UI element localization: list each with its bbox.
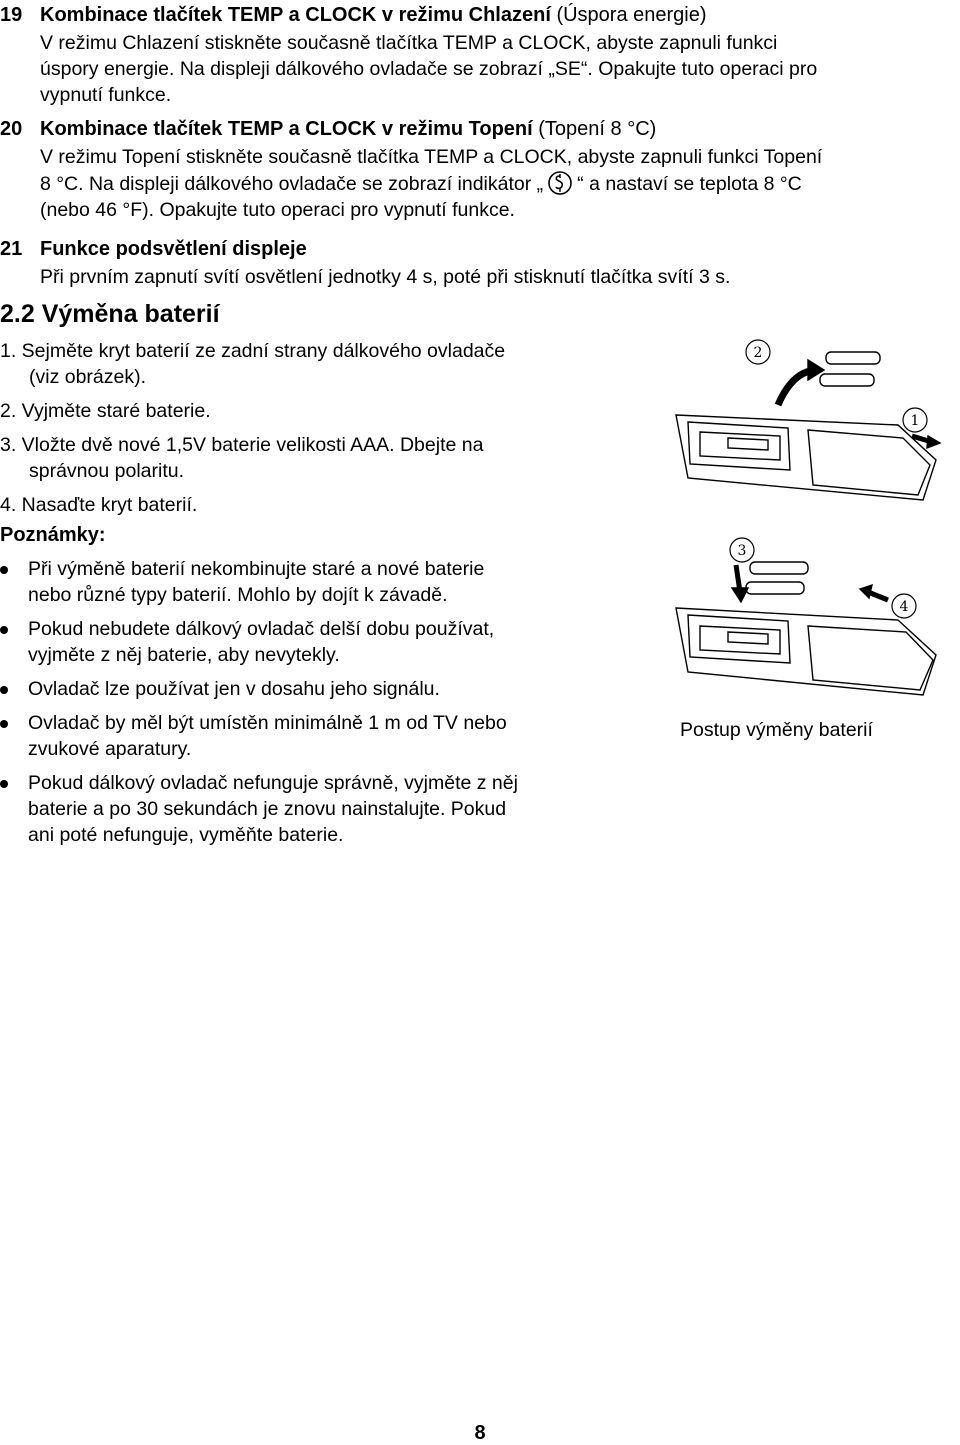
- body-line: V režimu Chlazení stiskněte současně tlačítka TEMP a CLOCK, abyste zapnuli funkci: [40, 32, 778, 54]
- body-line: (nebo 46 °F). Opakujte tuto operaci pro vypnutí funkce.: [40, 199, 515, 221]
- figure-caption: Postup výměny baterií: [680, 719, 873, 741]
- section-heading: [40, 4, 707, 27]
- step-marker-label: 3: [737, 543, 747, 559]
- step-line: 2. Vyjměte staré baterie.: [0, 400, 211, 422]
- remote-body-bottom: [676, 608, 936, 695]
- note-line: Ovladač by měl být umístěn minimálně 1 m od TV nebo: [28, 712, 507, 734]
- bullet-icon: [0, 780, 8, 788]
- text-before-icon: 8 °C. Na displeji dálkového ovladače se zobrazí indikátor „: [40, 173, 544, 195]
- section-number: 19: [0, 4, 23, 26]
- battery-compartment-bottom: [688, 615, 790, 663]
- battery-steps: [0, 338, 620, 526]
- section-subtitle: (Úspora energie): [556, 4, 707, 26]
- remote-body-top: [676, 415, 936, 500]
- step-marker-label: 4: [899, 599, 909, 615]
- section-number: 21: [0, 238, 23, 260]
- body-line: vypnutí funkce.: [40, 84, 172, 106]
- text-after-icon: “ a nastaví se teplota 8 °C: [577, 173, 802, 195]
- list-item: [0, 338, 620, 390]
- list-item: [0, 676, 630, 702]
- battery-icon: [750, 562, 808, 574]
- step-line: 3. Vložte dvě nové 1,5V baterie velikosti AAA. Dbejte na: [0, 434, 484, 456]
- battery-cover-top: [808, 430, 930, 495]
- battery-icon: [826, 352, 880, 364]
- body-line: Při prvním zapnutí svítí osvětlení jednotky 4 s, poté při stisknutí tlačítka svítí 3 s.: [40, 266, 731, 288]
- note-line: baterie a po 30 sekundách je znovu nainstalujte. Pokud: [28, 798, 507, 820]
- list-item: [0, 492, 620, 518]
- note-line: nebo různé typy baterií. Mohlo by dojít k závadě.: [28, 584, 448, 606]
- note-line: zvukové aparatury.: [28, 738, 192, 760]
- note-line: Pokud nebudete dálkový ovladač delší dobu používat,: [28, 618, 495, 640]
- notes-list: [0, 556, 630, 856]
- list-item: [0, 556, 630, 608]
- note-line: Ovladač lze používat jen v dosahu jeho signálu.: [28, 678, 440, 700]
- battery-replacement-illustration: [668, 330, 958, 710]
- list-item: [0, 432, 620, 484]
- list-item: [0, 710, 630, 762]
- list-item: [0, 616, 630, 668]
- bullet-icon: [0, 686, 8, 694]
- list-item: [0, 398, 620, 424]
- note-line: Pokud dálkový ovladač nefunguje správně, vyjměte z něj: [28, 772, 518, 794]
- battery-section-heading: 2.2 Výměna baterií: [0, 300, 220, 328]
- step-line: 1. Sejměte kryt baterií ze zadní strany dálkového ovladače: [0, 340, 506, 362]
- section-body: [40, 264, 958, 290]
- page-number: 8: [474, 1422, 486, 1444]
- section-title: Kombinace tlačítek TEMP a CLOCK v režimu Chlazení: [40, 4, 551, 26]
- section-body: [40, 144, 958, 223]
- section-heading: [40, 238, 307, 261]
- notes-title: Poznámky:: [0, 524, 106, 546]
- step-line: (viz obrázek).: [29, 366, 147, 388]
- heat-8c-indicator-icon: [547, 170, 573, 196]
- step-marker-label: 2: [753, 345, 763, 361]
- body-line: úspory energie. Na displeji dálkového ovladače se zobrazí „SE“. Opakujte tuto operaci pro: [40, 58, 818, 80]
- section-number: 20: [0, 118, 23, 140]
- note-line: Při výměně baterií nekombinujte staré a nové baterie: [28, 558, 485, 580]
- section-title: Funkce podsvětlení displeje: [40, 238, 307, 260]
- bullet-icon: [0, 566, 8, 574]
- section-title: Kombinace tlačítek TEMP a CLOCK v režimu Topení: [40, 118, 533, 140]
- section-heading: [40, 118, 656, 141]
- body-line: V režimu Topení stiskněte současně tlačítka TEMP a CLOCK, abyste zapnuli funkci Topení: [40, 146, 823, 168]
- note-line: ani poté nefunguje, vyměňte baterie.: [28, 824, 344, 846]
- step-marker-label: 1: [910, 413, 920, 429]
- battery-compartment-top: [688, 422, 790, 470]
- list-item: [0, 770, 630, 848]
- body-line-with-icon: [40, 170, 958, 197]
- bullet-icon: [0, 720, 8, 728]
- section-body: [40, 30, 958, 108]
- step-line: správnou polaritu.: [29, 460, 185, 482]
- section-subtitle: (Topení 8 °C): [538, 118, 657, 140]
- battery-icon: [746, 582, 804, 594]
- battery-diagram-svg: [668, 330, 958, 710]
- battery-icon: [820, 374, 874, 386]
- bullet-icon: [0, 626, 8, 634]
- step-line: 4. Nasaďte kryt baterií.: [0, 494, 198, 516]
- note-line: vyjměte z něj baterie, aby nevytekly.: [28, 644, 340, 666]
